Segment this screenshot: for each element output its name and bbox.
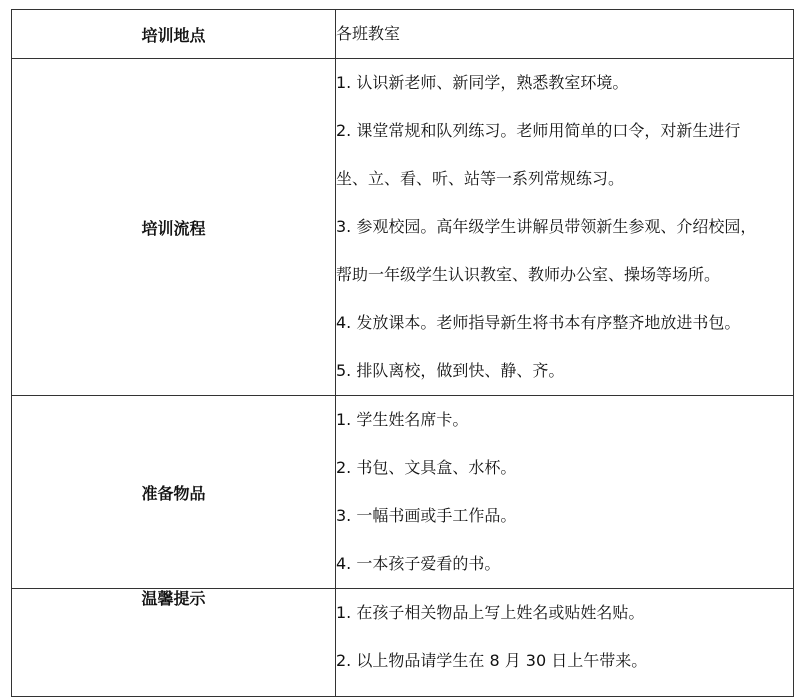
content-line: 3. 参观校园。高年级学生讲解员带领新生参观、介绍校园， [336,217,757,236]
content-line: 2. 课堂常规和队列练习。老师用简单的口令，对新生进行 [336,121,741,140]
row-content-items [336,396,794,589]
content-line: 1. 在孩子相关物品上写上姓名或贴姓名贴。 [336,603,645,622]
content-line: 各班教室 [336,24,401,43]
row-label-location: 培训地点 [12,10,336,59]
table-row [12,396,794,589]
content-line: 坐、立、看、听、站等一系列常规练习。 [336,169,625,188]
content-line: 2. 书包、文具盒、水杯。 [336,458,517,477]
content-line: 帮助一年级学生认识教室、教师办公室、操场等场所。 [336,265,721,284]
table-row [12,589,794,697]
content-line: 2. 以上物品请学生在 8 月 30 日上午带来。 [336,651,648,670]
row-label-items: 准备物品 [12,396,336,589]
table-row [12,59,794,396]
content-line: 3. 一幅书画或手工作品。 [336,506,517,525]
content-line: 4. 一本孩子爱看的书。 [336,554,501,573]
row-content-tips [336,589,794,697]
row-content-location [336,10,794,59]
row-content-process [336,59,794,396]
info-table [11,9,794,697]
content-line: 1. 认识新老师、新同学，熟悉教室环境。 [336,73,629,92]
content-line: 5. 排队离校，做到快、静、齐。 [336,361,565,380]
content-line: 1. 学生姓名席卡。 [336,410,469,429]
row-label-tips: 温馨提示 [12,589,336,697]
table-row [12,10,794,59]
content-line: 4. 发放课本。老师指导新生将书本有序整齐地放进书包。 [336,313,741,332]
row-label-process: 培训流程 [12,59,336,396]
